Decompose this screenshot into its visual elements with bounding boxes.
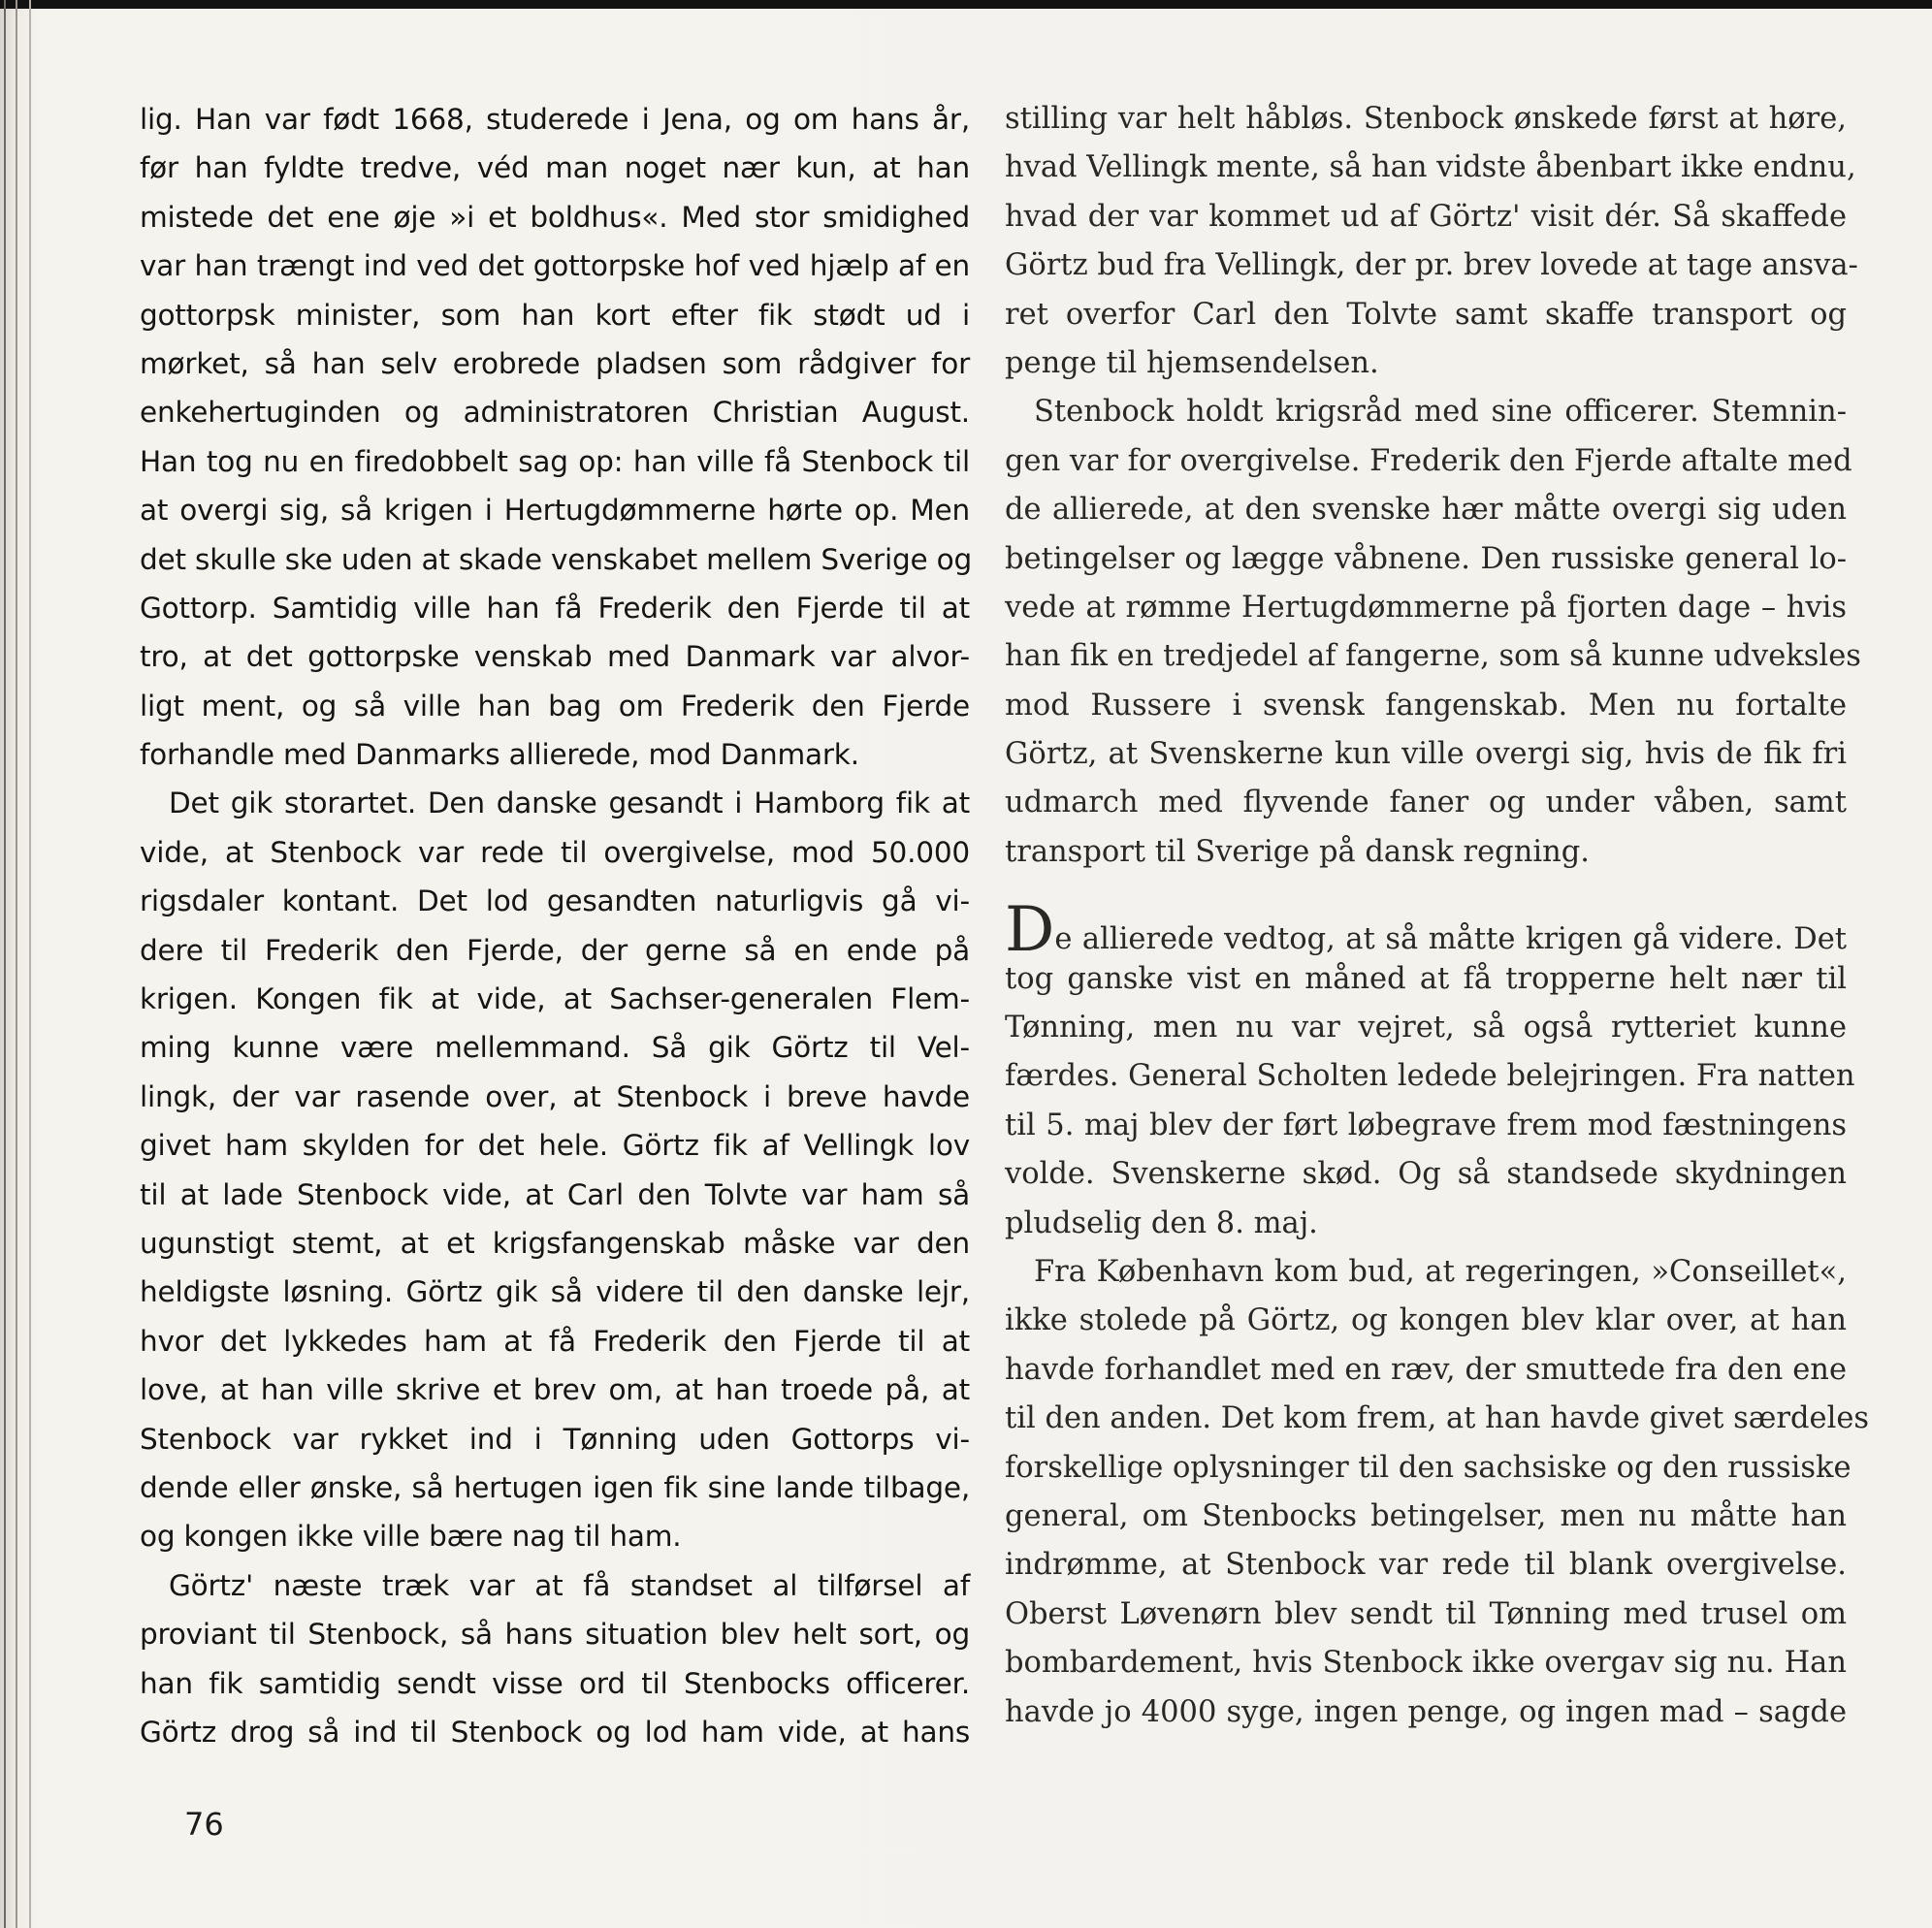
- text-line: og kongen ikke ville bære nag til ham.: [140, 1520, 682, 1554]
- text-line: proviant til Stenbock, så hans situation blev helt sort, og: [140, 1618, 970, 1652]
- text-line: de allierede, at den svenske hær måtte overgi sig uden: [1005, 493, 1847, 528]
- text-line: givet ham skylden for det hele. Görtz fik af Vellingk lov: [140, 1129, 970, 1163]
- text-line: mod Russere i svensk fangenskab. Men nu fortalte: [1005, 688, 1847, 723]
- text-line: ikke stolede på Görtz, og kongen blev klar over, at han: [1005, 1303, 1847, 1338]
- text-line: forhandle med Danmarks allierede, mod Danmark.: [140, 738, 859, 772]
- text-line: Görtz' næste træk var at få standset al tilførsel af: [169, 1568, 970, 1602]
- right-text-column: [1005, 95, 1870, 1737]
- text-line: Han tog nu en firedobbelt sag op: han ville få Stenbock til: [140, 444, 970, 478]
- text-line: Fra København kom bud, at regeringen, »Conseillet«,: [1034, 1254, 1847, 1289]
- text-line: til 5. maj blev der ført løbegrave frem mod fæstningens: [1005, 1108, 1847, 1142]
- left-text-column: [140, 95, 970, 1756]
- text-line: dere til Frederik den Fjerde, der gerne så en ende på: [140, 933, 970, 967]
- text-line: ret overfor Carl den Tolvte samt skaffe transport og: [1005, 297, 1847, 332]
- drop-cap-line-text: e allierede vedtog, at så måtte krigen gå videre. Det: [1054, 922, 1847, 957]
- text-line: enkehertuginden og administratoren Christian August.: [140, 396, 970, 430]
- text-line: var han trængt ind ved det gottorpske hof ved hjælp af en: [140, 249, 970, 283]
- text-line: gottorpsk minister, som han kort efter fik stødt ud i: [140, 298, 970, 332]
- text-line: lig. Han var født 1668, studerede i Jena, og om hans år,: [140, 103, 970, 136]
- text-line: Görtz drog så ind til Stenbock og lod ham vide, at hans: [140, 1715, 970, 1749]
- text-line: pludselig den 8. maj.: [1005, 1205, 1318, 1240]
- text-line: transport til Sverige på dansk regning.: [1005, 834, 1590, 869]
- text-line: færdes. General Scholten ledede belejringen. Fra natten: [1005, 1059, 1855, 1094]
- text-line: penge til hjemsendelsen.: [1005, 345, 1379, 380]
- text-line: tro, at det gottorpske venskab med Danmark var alvor-: [140, 640, 970, 674]
- text-line: før han fyldte tredve, véd man noget nær kun, at han: [140, 151, 970, 185]
- text-line: tog ganske vist en måned at få tropperne helt nær til: [1005, 961, 1847, 996]
- text-line: ming kunne være mellemmand. Så gik Görtz til Vel-: [140, 1031, 970, 1065]
- text-line: han fik en tredjedel af fangerne, som så kunne udveksles: [1005, 639, 1861, 674]
- text-line: love, at han ville skrive et brev om, at han troede på, at: [140, 1373, 970, 1407]
- section-break: [1005, 877, 1847, 906]
- text-line: hvad der var kommet ud af Görtz' visit dér. Så skaffede: [1005, 199, 1847, 234]
- text-line: at overgi sig, så krigen i Hertugdømmerne hørte op. Men: [140, 494, 970, 528]
- text-line: Görtz, at Svenskerne kun ville overgi sig, hvis de fik fri: [1005, 737, 1847, 772]
- text-line: Tønning, men nu var vejret, så også rytteriet kunne: [1005, 1011, 1847, 1045]
- drop-cap: D: [1005, 894, 1055, 967]
- right-column-section-b: [1005, 955, 1870, 1737]
- text-line: Det gik storartet. Den danske gesandt i Hamborg fik at: [169, 787, 970, 820]
- drop-cap-line: [1005, 894, 1847, 967]
- text-line: til den anden. Det kom frem, at han havde givet særdeles: [1005, 1401, 1870, 1436]
- text-line: ligt ment, og så ville han bag om Frederik den Fjerde: [140, 689, 970, 723]
- text-line: vede at rømme Hertugdømmerne på fjorten dage – hvis: [1005, 590, 1847, 625]
- top-edge-rule: [0, 0, 1932, 9]
- text-line: dende eller ønske, så hertugen igen fik sine lande tilbage,: [140, 1470, 970, 1504]
- text-line: volde. Svenskerne skød. Og så standsede skydningen: [1005, 1157, 1847, 1192]
- text-line: stilling var helt håbløs. Stenbock ønskede først at høre,: [1005, 102, 1847, 136]
- text-line: general, om Stenbocks betingelser, men nu måtte han: [1005, 1498, 1847, 1533]
- text-line: gen var for overgivelse. Frederik den Fjerde aftalte med: [1005, 443, 1852, 478]
- text-line: det skulle ske uden at skade venskabet mellem Sverige og: [140, 542, 972, 576]
- text-line: ugunstigt stemt, at et krigsfangenskab måske var den: [140, 1226, 970, 1260]
- text-line: mørket, så han selv erobrede pladsen som rådgiver for: [140, 346, 970, 380]
- text-line: havde forhandlet med en ræv, der smuttede fra den ene: [1005, 1352, 1847, 1387]
- text-line: betingelser og lægge våbnene. Den russiske general lo-: [1005, 541, 1847, 576]
- text-line: hvad Vellingk mente, så han vidste åbenbart ikke endnu,: [1005, 150, 1856, 185]
- right-column-section-a: [1005, 95, 1861, 877]
- text-line: mistede det ene øje »i et boldhus«. Med stor smidighed: [140, 200, 970, 234]
- text-line: udmarch med flyvende faner og under våben, samt: [1005, 786, 1847, 820]
- text-line: lingk, der var rasende over, at Stenbock i breve havde: [140, 1079, 970, 1113]
- text-line: Gottorp. Samtidig ville han få Frederik den Fjerde til at: [140, 591, 970, 625]
- text-line: havde jo 4000 syge, ingen penge, og ingen mad – sagde: [1005, 1694, 1847, 1729]
- text-line: krigen. Kongen fik at vide, at Sachser-generalen Flem-: [140, 982, 970, 1016]
- text-line: bombardement, hvis Stenbock ikke overgav sig nu. Han: [1005, 1646, 1847, 1681]
- page-edge-line: [29, 0, 31, 1928]
- text-line: heldigste løsning. Görtz gik så videre til den danske lejr,: [140, 1275, 970, 1309]
- text-line: han fik samtidig sendt visse ord til Stenbocks officerer.: [140, 1666, 970, 1700]
- page-number: 76: [184, 1806, 224, 1843]
- text-line: forskellige oplysninger til den sachsiske og den russiske: [1005, 1450, 1852, 1485]
- text-line: Görtz bud fra Vellingk, der pr. brev lovede at tage ansva-: [1005, 248, 1858, 283]
- page-edge-line: [16, 0, 17, 1928]
- text-line: vide, at Stenbock var rede til overgivelse, mod 50.000: [140, 835, 970, 869]
- text-line: Oberst Løvenørn blev sendt til Tønning med trusel om: [1005, 1596, 1847, 1631]
- page-edge-line: [4, 0, 6, 1928]
- text-line: Stenbock var rykket ind i Tønning uden Gottorps vi-: [140, 1422, 970, 1456]
- text-line: hvor det lykkedes ham at få Frederik den Fjerde til at: [140, 1324, 970, 1358]
- text-line: indrømme, at Stenbock var rede til blank overgivelse.: [1005, 1548, 1847, 1583]
- text-line: rigsdaler kontant. Det lod gesandten naturligvis gå vi-: [140, 884, 970, 918]
- text-line: Stenbock holdt krigsråd med sine officerer. Stemnin-: [1034, 395, 1847, 430]
- text-line: til at lade Stenbock vide, at Carl den Tolvte var ham så: [140, 1177, 970, 1211]
